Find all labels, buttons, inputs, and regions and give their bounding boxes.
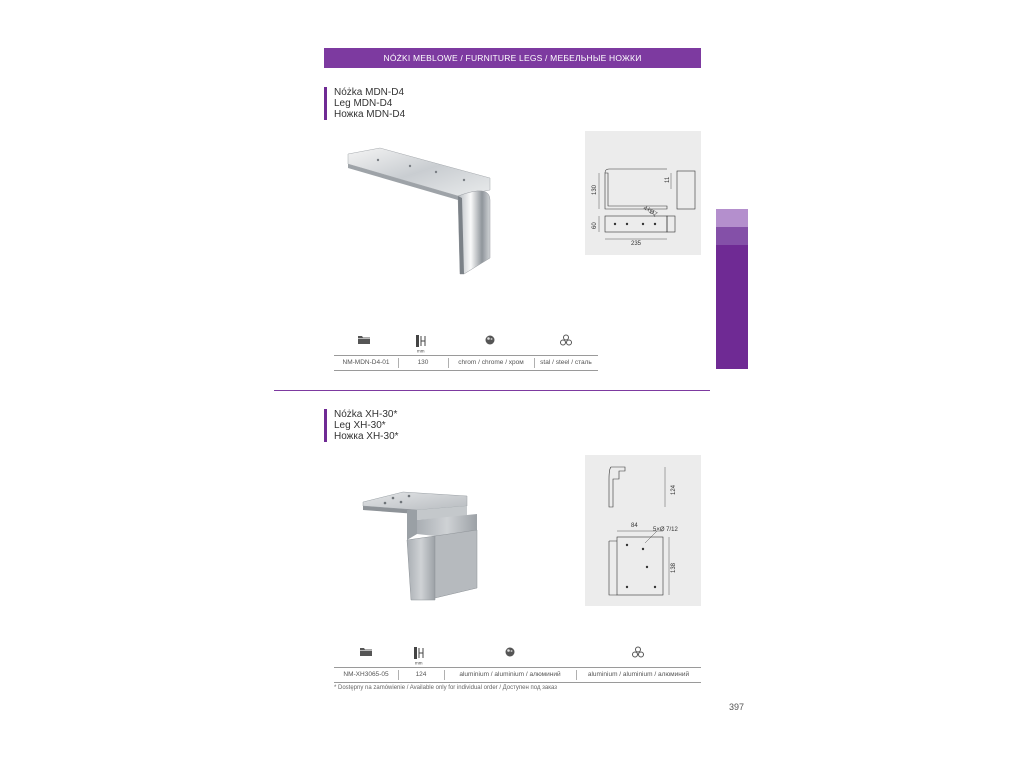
- spec-height: 130: [417, 359, 429, 366]
- spec-height: 124: [415, 671, 427, 678]
- dim-holes-label: 4×Ø7: [642, 205, 658, 219]
- product-title-pl: Nóżka XH-30*: [334, 409, 398, 420]
- section-tab-light: [716, 209, 748, 227]
- title-accent-bar: [324, 409, 327, 442]
- color-finish-icon: [484, 334, 496, 348]
- section-header: NÓŻKI MEBLOWE / FURNITURE LEGS / МЕБЕЛЬНЫЕ НОЖКИ: [324, 48, 701, 68]
- footnote: * Dostępny na zamówienie / Available only for individual order / Доступен под заказ: [334, 685, 557, 691]
- title-accent-bar: [324, 87, 327, 120]
- color-finish-icon: [504, 646, 516, 660]
- product-title-ru: Ножка MDN-D4: [334, 109, 406, 120]
- material-icon: [560, 334, 573, 348]
- spec-material: stal / steel / сталь: [540, 359, 592, 366]
- dim-width-label: 84: [631, 523, 638, 529]
- folder-icon: [357, 334, 371, 347]
- dim-holes-label: 5×Ø 7/12: [653, 527, 678, 533]
- product-title-ru: Ножка XH-30*: [334, 431, 399, 442]
- dim-plate-label: 138: [671, 562, 677, 573]
- spec-material: aluminium / aluminium / алюминий: [587, 671, 690, 678]
- product-title-en: Leg XH-30*: [334, 420, 386, 431]
- page-number: 397: [729, 702, 745, 712]
- spec-table: [334, 334, 598, 374]
- material-icon: [632, 646, 645, 660]
- spec-code: NM-XH3065-05: [343, 671, 389, 678]
- spec-finish: chrom / chrome / хром: [458, 359, 524, 366]
- technical-drawing: [585, 455, 701, 606]
- folder-icon: [359, 646, 373, 659]
- product-photo: [340, 140, 510, 280]
- height-mm-icon: [415, 334, 429, 356]
- height-unit-label: mm: [415, 660, 423, 666]
- section-tab-mid: [716, 227, 748, 245]
- spec-code: NM-MDN-D4-01: [342, 359, 390, 366]
- spec-table: [334, 646, 701, 686]
- technical-drawing: [585, 131, 701, 255]
- dim-height-label: 130: [592, 184, 598, 195]
- dim-height-label: 124: [671, 484, 677, 495]
- spec-row: [334, 355, 598, 371]
- height-mm-icon: [413, 646, 427, 668]
- dim-width-label: 235: [631, 241, 642, 247]
- product-title-pl: Nóżka MDN-D4: [334, 87, 405, 98]
- dim-depth-label: 60: [592, 222, 598, 229]
- dim-side-label: 11: [665, 176, 671, 183]
- section-divider: [274, 390, 710, 391]
- height-unit-label: mm: [417, 348, 425, 354]
- section-tab-active: [716, 245, 748, 369]
- product-title-en: Leg MDN-D4: [334, 98, 393, 109]
- spec-finish: aluminium / aluminium / алюминий: [459, 671, 561, 678]
- spec-row: [334, 667, 701, 683]
- product-photo: [355, 470, 490, 610]
